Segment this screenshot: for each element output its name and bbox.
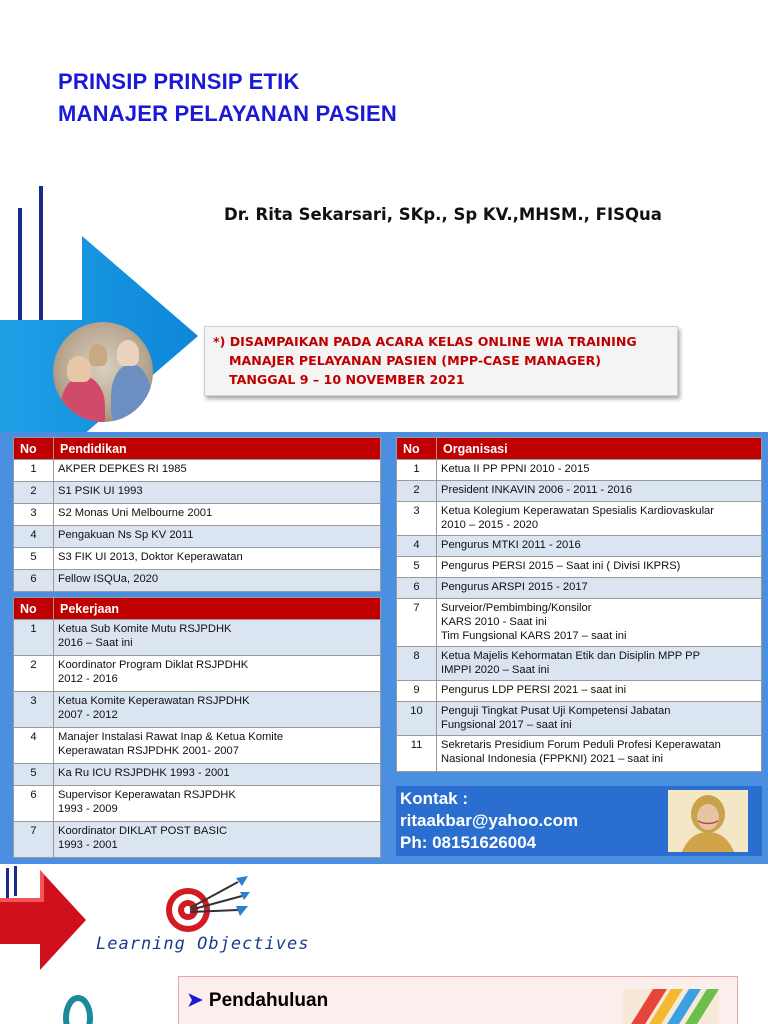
table-row: 2 S1 PSIK UI 1993 bbox=[14, 482, 381, 504]
portrait-image bbox=[668, 790, 748, 852]
table-row: 5 Pengurus PERSI 2015 – Saat ini ( Divisi IKPRS) bbox=[397, 557, 762, 578]
pendidikan-header-label: Pendidikan bbox=[54, 438, 381, 460]
table-row: 6 Fellow ISQUa, 2020 bbox=[14, 570, 381, 592]
logo-mark bbox=[58, 988, 128, 1024]
organisasi-table bbox=[396, 437, 762, 772]
target-icon bbox=[160, 874, 250, 938]
meeting-photo bbox=[53, 322, 153, 422]
table-row: 5 S3 FIK UI 2013, Doktor Keperawatan bbox=[14, 548, 381, 570]
slide-title bbox=[58, 66, 397, 130]
pendahuluan-box bbox=[178, 976, 738, 1024]
table-row: 9 Pengurus LDP PERSI 2021 – saat ini bbox=[397, 681, 762, 702]
table-row: 1 AKPER DEPKES RI 1985 bbox=[14, 460, 381, 482]
table-row: 3 Ketua Kolegium Keperawatan Spesialis Kardiovaskular 2010 – 2015 - 2020 bbox=[397, 502, 762, 536]
table-row: 3 Ketua Komite Keperawatan RSJPDHK 2007 - 2012 bbox=[14, 692, 381, 728]
table-row: 8 Ketua Majelis Kehormatan Etik dan Disiplin MPP PP IMPPI 2020 – Saat ini bbox=[397, 647, 762, 681]
red-arrow-decoration bbox=[0, 870, 90, 980]
table-row: 2 President INKAVIN 2006 - 2011 - 2016 bbox=[397, 481, 762, 502]
event-note bbox=[204, 326, 678, 396]
title-line-1: PRINSIP PRINSIP ETIK bbox=[58, 69, 300, 94]
table-row: 4 Pengakuan Ns Sp KV 2011 bbox=[14, 526, 381, 548]
table-row: 4 Pengurus MTKI 2011 - 2016 bbox=[397, 536, 762, 557]
contact-phone: Ph: 08151626004 bbox=[400, 833, 537, 852]
pekerjaan-table bbox=[13, 597, 381, 858]
note-line-2: MANAJER PELAYANAN PASIEN (MPP-CASE MANAGER) bbox=[229, 353, 602, 368]
chevron-right-icon: ➤ bbox=[187, 990, 203, 1011]
pendidikan-header-no: No bbox=[14, 438, 54, 460]
author-portrait bbox=[668, 790, 748, 852]
table-row: 1 Ketua Sub Komite Mutu RSJPDHK 2016 – Saat ini bbox=[14, 620, 381, 656]
table-row: 6 Supervisor Keperawatan RSJPDHK 1993 - 2009 bbox=[14, 786, 381, 822]
table-row: 6 Pengurus ARSPI 2015 - 2017 bbox=[397, 578, 762, 599]
pekerjaan-header-no: No bbox=[14, 598, 54, 620]
organisasi-header-no: No bbox=[397, 438, 437, 460]
table-row: 5 Ka Ru ICU RSJPDHK 1993 - 2001 bbox=[14, 764, 381, 786]
pendahuluan-label: Pendahuluan bbox=[208, 990, 329, 1011]
note-line-1: *) DISAMPAIKAN PADA ACARA KELAS ONLINE WIA TRAINING bbox=[213, 334, 637, 349]
pekerjaan-header-label: Pekerjaan bbox=[54, 598, 381, 620]
table-row: 3 S2 Monas Uni Melbourne 2001 bbox=[14, 504, 381, 526]
contact-label: Kontak : bbox=[400, 789, 468, 808]
learning-objectives-label: Learning Objectives bbox=[96, 934, 310, 954]
table-row: 2 Koordinator Program Diklat RSJPDHK 2012 - 2016 bbox=[14, 656, 381, 692]
table-row: 1 Ketua II PP PPNI 2010 - 2015 bbox=[397, 460, 762, 481]
table-row: 10 Penguji Tingkat Pusat Uji Kompetensi Jabatan Fungsional 2017 – saat ini bbox=[397, 702, 762, 736]
table-row: 7 Koordinator DIKLAT POST BASIC 1993 - 2001 bbox=[14, 822, 381, 858]
organisasi-header-label: Organisasi bbox=[437, 438, 762, 460]
table-row: 7 Surveior/Pembimbing/Konsilor KARS 2010 - Saat ini Tim Fungsional KARS 2017 – saat ini bbox=[397, 599, 762, 647]
contact-box bbox=[396, 786, 762, 856]
colorful-graphic bbox=[623, 989, 719, 1024]
table-row: 11 Sekretaris Presidium Forum Peduli Profesi Keperawatan Nasional Indonesia (FPPKNI) 2021 – saat ini bbox=[397, 736, 762, 772]
author-name: Dr. Rita Sekarsari, SKp., Sp KV.,MHSM., FISQua bbox=[224, 205, 662, 224]
note-line-3: TANGGAL 9 – 10 NOVEMBER 2021 bbox=[229, 372, 465, 387]
table-row: 4 Manajer Instalasi Rawat Inap & Ketua Komite Keperawatan RSJPDHK 2001- 2007 bbox=[14, 728, 381, 764]
pendidikan-table bbox=[13, 437, 381, 592]
title-line-2: MANAJER PELAYANAN PASIEN bbox=[58, 101, 397, 126]
contact-email[interactable]: ritaakbar@yahoo.com bbox=[400, 811, 579, 830]
slide-2 bbox=[0, 864, 768, 1024]
